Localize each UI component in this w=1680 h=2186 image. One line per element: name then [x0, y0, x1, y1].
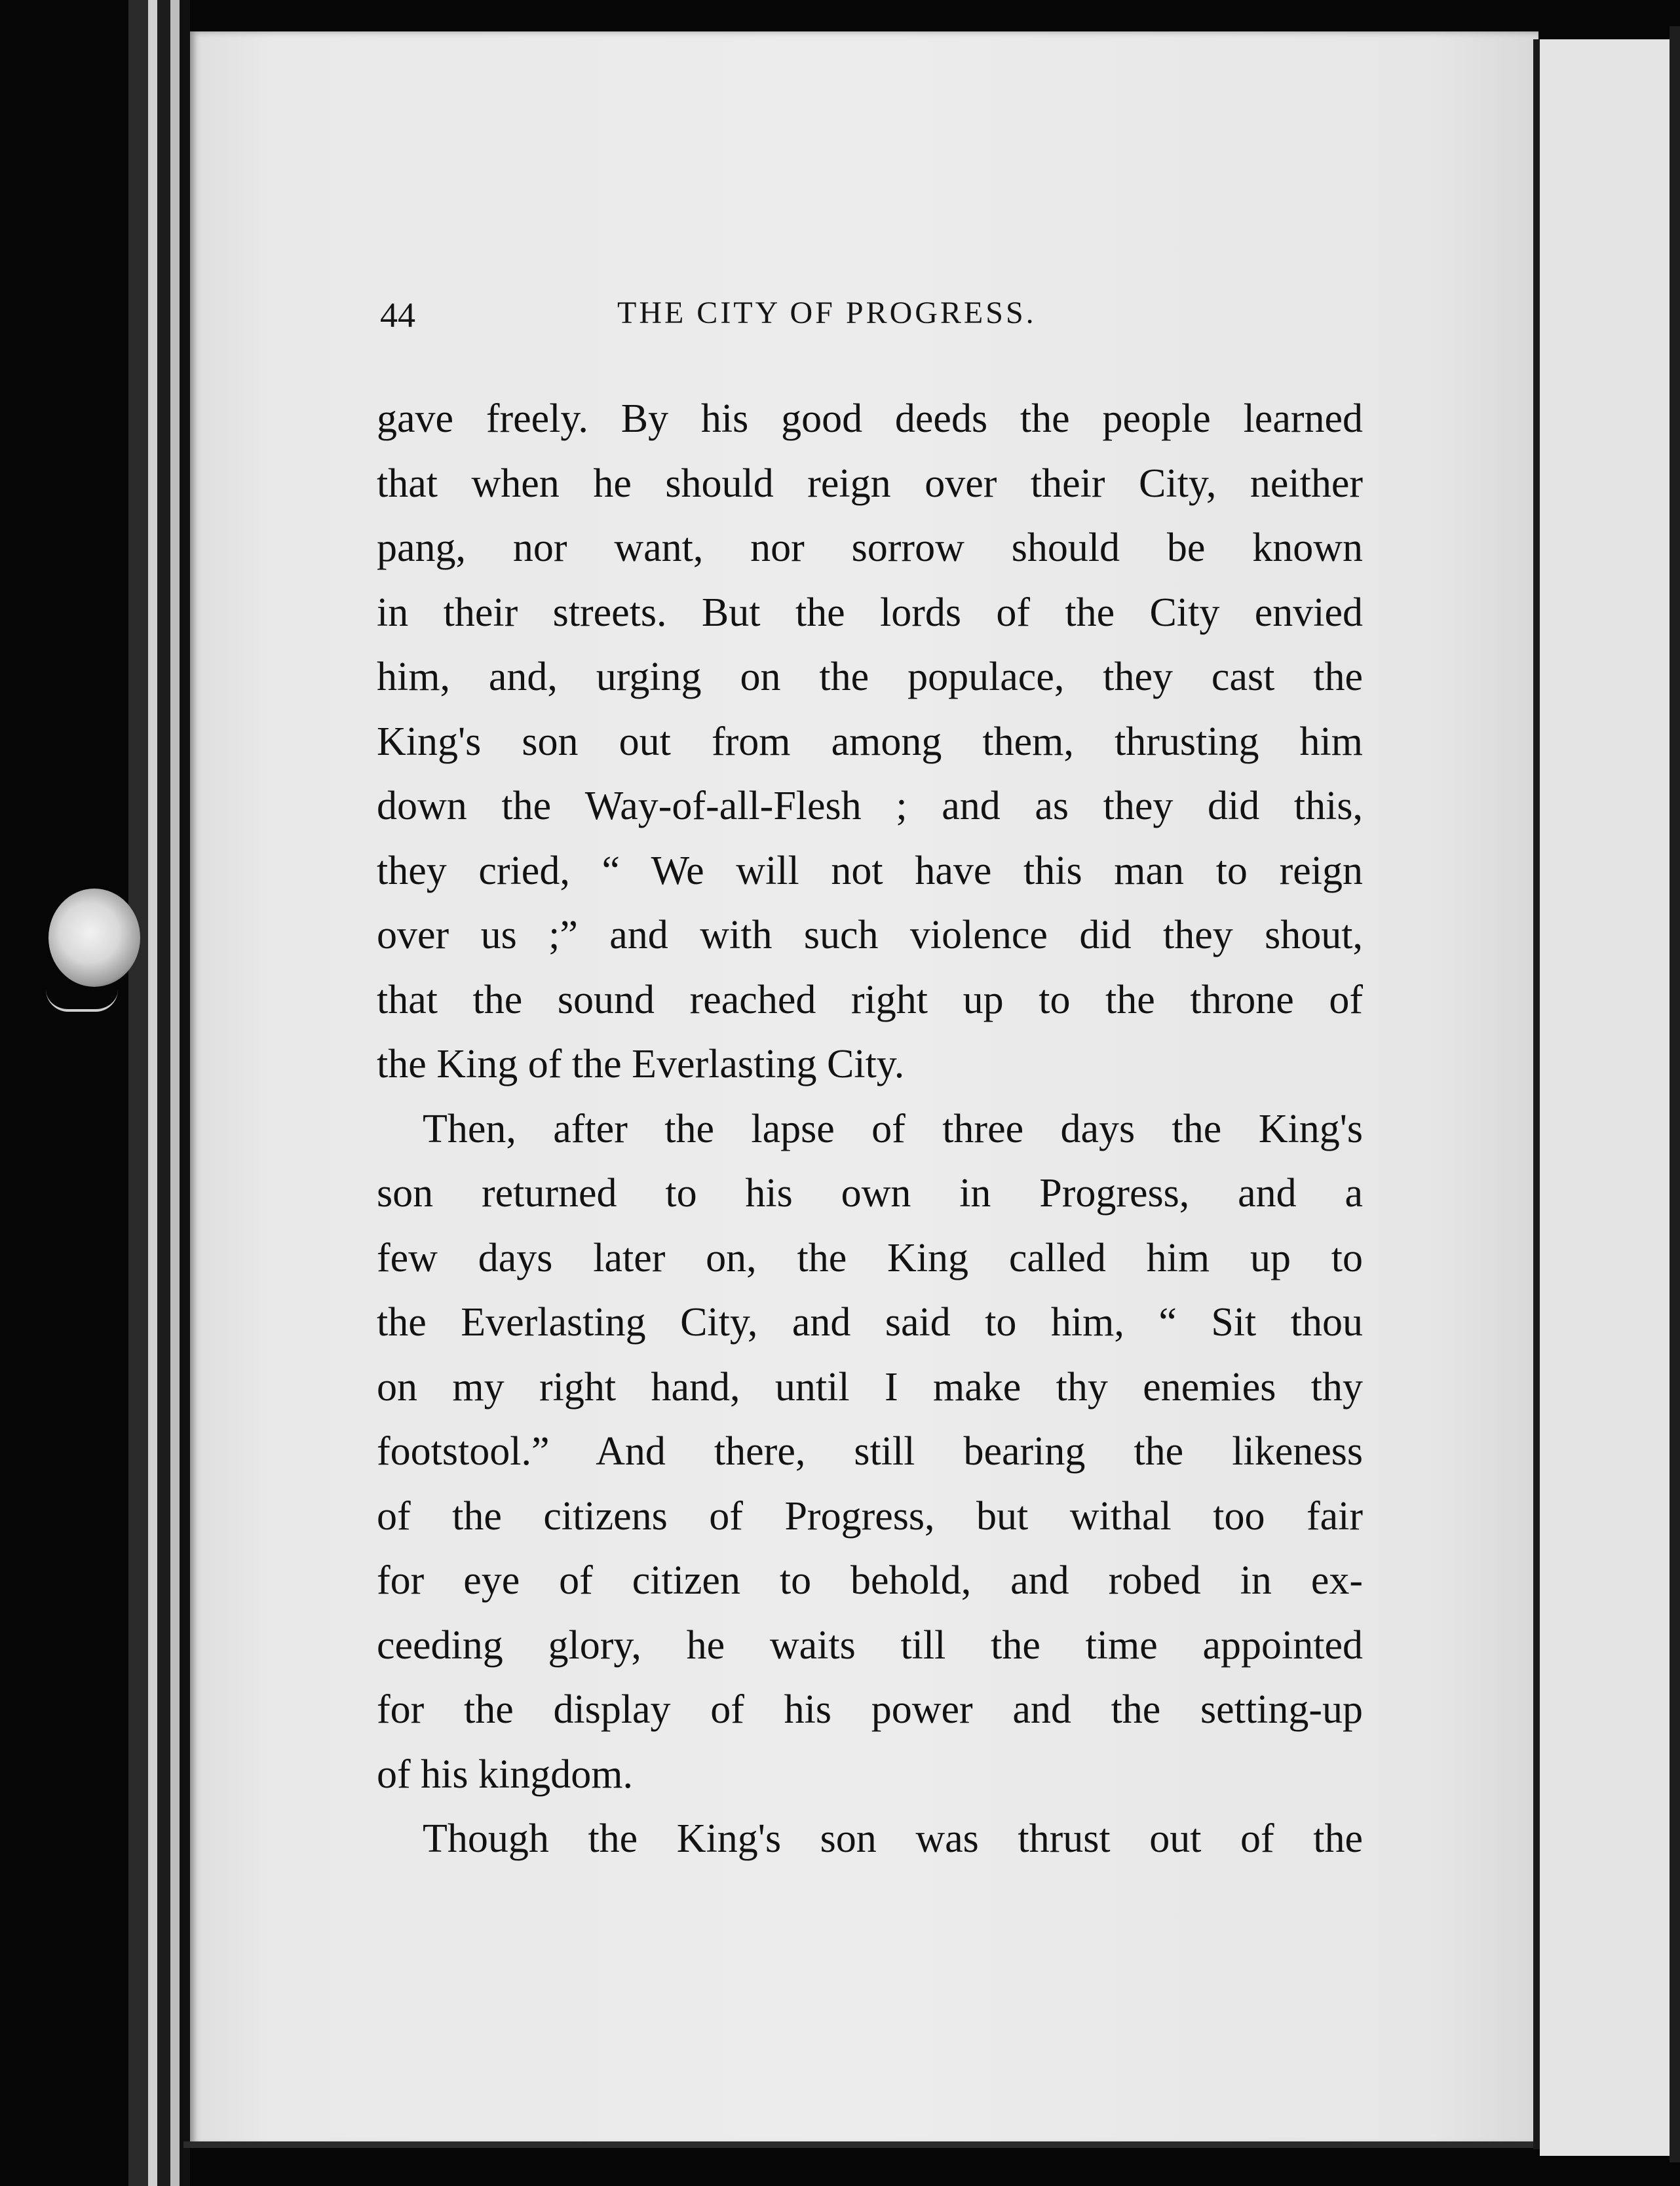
text-line: Though the King's son was thrust out of the [423, 1816, 1363, 1861]
book-edge-dark [157, 0, 170, 2186]
text-line: on my right hand, until I make thy enemies thy [377, 1364, 1363, 1409]
running-head: THE CITY OF PROGRESS. [617, 296, 1037, 330]
gutter-line [1533, 39, 1540, 2149]
margin-stain-mark [46, 989, 118, 1012]
book-edge-dark [128, 0, 148, 2186]
text-line: son returned to his own in Progress, and a [377, 1171, 1363, 1216]
text-line: of the citizens of Progress, but withal too fair [377, 1493, 1363, 1539]
text-line: the King of the Everlasting City. [377, 1042, 905, 1086]
book-edge-dark [180, 0, 190, 2186]
text-line: pang, nor want, nor sorrow should be known [377, 526, 1363, 570]
text-line: of his kingdom. [377, 1752, 633, 1797]
text-line: footstool.” And there, still bearing the likeness [377, 1429, 1363, 1474]
text-line: they cried, “ We will not have this man to reign [377, 848, 1363, 893]
page-number: 44 [380, 296, 415, 335]
text-line: in their streets. But the lords of the City envied [377, 590, 1363, 635]
text-line: ceeding glory, he waits till the time appointed [377, 1622, 1363, 1668]
text-line: that the sound reached right up to the throne of [377, 977, 1363, 1022]
page-bottom-edge [183, 2141, 1546, 2148]
text-line: over us ;” and with such violence did they shout, [377, 913, 1363, 957]
book-edge-light [170, 0, 180, 2186]
text-line: that when he should reign over their City, neither [377, 461, 1363, 506]
text-line: Then, after the lapse of three days the King's [423, 1106, 1363, 1151]
next-page-sliver [1540, 39, 1680, 2156]
text-line: him, and, urging on the populace, they cast the [377, 655, 1363, 699]
text-line: for eye of citizen to behold, and robed in ex- [377, 1558, 1363, 1603]
text-line: for the display of his power and the setting-up [377, 1687, 1363, 1732]
text-line: King's son out from among them, thrusting him [377, 719, 1363, 764]
book-edge-light [148, 0, 157, 2186]
margin-stain [48, 889, 140, 987]
text-line: the Everlasting City, and said to him, “ Sit thou [377, 1300, 1363, 1345]
text-line: gave freely. By his good deeds the people learned [377, 396, 1363, 441]
text-line: down the Way-of-all-Flesh ; and as they did this, [377, 784, 1363, 828]
text-line: few days later on, the King called him up to [377, 1235, 1363, 1280]
body-text [377, 387, 1363, 1871]
next-page-edge [1670, 26, 1680, 2162]
